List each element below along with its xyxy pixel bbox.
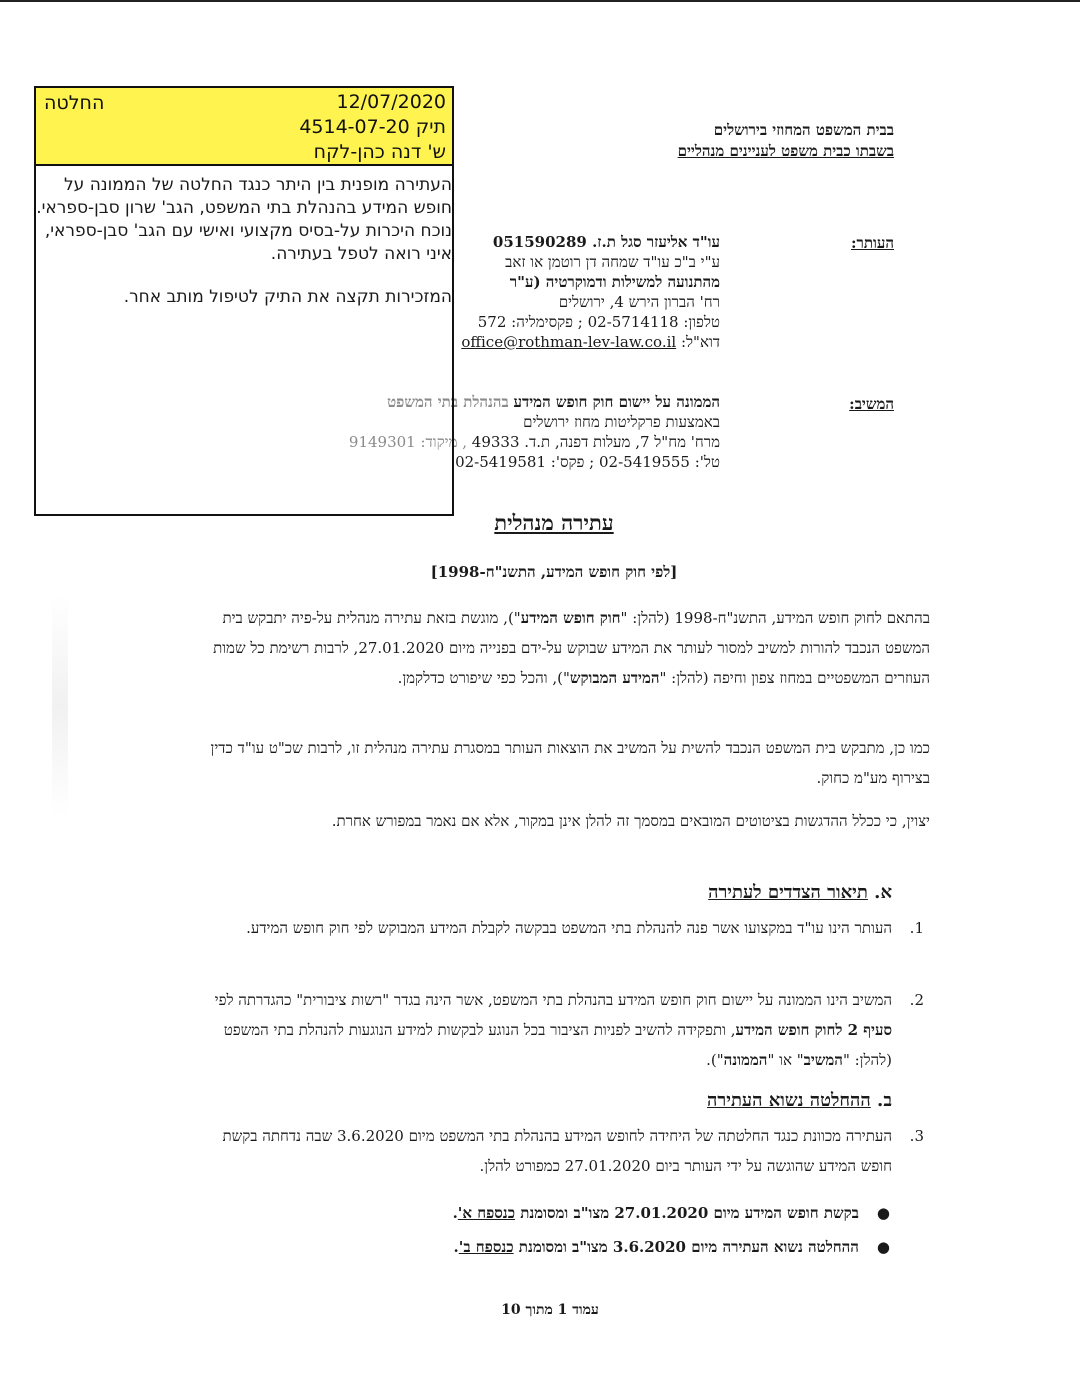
paragraph-1-number: 1. <box>909 919 924 937</box>
petitioner-counsel: ע"י ב"כ עו"ד שמחה דן רוטמן או זאב <box>505 253 720 271</box>
bullet-1b: כנספח א' <box>457 1204 516 1222</box>
decision-judge: ש' דנה כהן-לקח <box>313 141 446 163</box>
intro-1b: חוק חופש המידע <box>520 609 621 627</box>
bullet-dot-icon: ● <box>876 1204 890 1222</box>
respondent-label: המשיב: <box>849 395 894 413</box>
p2g: "). <box>706 1051 724 1069</box>
petitioner-address: רח' הברון הירש 4, ירושלים <box>558 293 720 311</box>
intro-paragraph-3: יצוין, כי ככלל ההדגשות בציטוטים המובאים במסמך זה להלן אינן במקור, אלא אם נאמר במפורש אחרת. <box>331 812 930 830</box>
p2c: , ותפקידה להשיב לפניות הציבור בכל הנוגע לבקשות למידע הנוגעות להנהלת בתי המשפט (להלן: " <box>223 1021 892 1069</box>
court-capacity: בשבתו כבית משפט לעניינים מנהליים <box>677 142 894 160</box>
paragraph-1-text: העותר הינו עו"ד במקצועו אשר פנה להנהלת בתי המשפט בבקשה לקבלת המידע המבוקש לפי חוק חופש המידע. <box>246 919 892 937</box>
bullet-appendix-a <box>453 1204 890 1223</box>
petitioner-label: העותר: <box>850 234 894 252</box>
bullet-2b: כנספח ב' <box>458 1238 514 1256</box>
decision-text-1: העתירה מופנית בין היתר כנגד החלטה של הממונה על חופש המידע בהנהלת בתי המשפט, הגב' שרון סבן-ספראי. נוכח היכרות על-בסיס מקצועי ואישי עם הגב' סבן-ספראי, איני רואה לטפל בעתירה. <box>36 175 452 264</box>
bullet-2a: ההחלטה נשוא העתירה מיום 3.6.2020 מצו"ב ומסומנת <box>513 1238 859 1256</box>
section-a-title: תיאור הצדדים לעתירה <box>708 882 868 903</box>
bullet-1c: . <box>452 1204 458 1222</box>
court-header <box>534 120 894 162</box>
respondent-phone: טל': 02-5419555 ; פקס': 02-5419581 <box>455 453 720 471</box>
respondent-name: הממונה על יישום חוק חופש המידע <box>513 393 720 411</box>
p2f: הממונה <box>723 1051 768 1069</box>
section-b-heading <box>707 1090 892 1111</box>
p2a: המשיב הינו הממונה על יישום חוק חופש המידע בהנהלת בתי המשפט, אשר הינה בגדר "רשות ציבורית" כהגדרתה לפי <box>214 991 892 1009</box>
email-label: דוא"ל: <box>680 333 720 351</box>
intro-paragraph-1 <box>200 603 930 693</box>
paragraph-2-number: 2. <box>909 991 924 1009</box>
page-number: עמוד 1 מתוך 10 <box>501 1302 599 1318</box>
paragraph-1 <box>202 913 924 943</box>
decision-text-2: המזכירות תקצה את התיק לטיפול מותב אחר. <box>123 287 452 307</box>
petitioner-email[interactable]: office@rothman-lev-law.co.il <box>461 333 677 351</box>
respondent-address: מרח' מח"ל 7, מעלות דפנה, ת.ד. 49333 <box>471 433 720 451</box>
p2b: סעיף 2 לחוק חופש המידע <box>735 1021 892 1039</box>
section-a-heading <box>708 882 892 903</box>
p2e: " או " <box>767 1051 804 1069</box>
court-name: בבית המשפט המחוזי בירושלים <box>713 121 894 139</box>
bullet-2c: . <box>453 1238 459 1256</box>
document-title: עתירה מנהלית <box>494 510 614 535</box>
paragraph-3-text: העתירה מכוונת כנגד החלטתה של היחידה לחופש המידע בהנהלת בתי המשפט מיום 3.6.2020 שבה נדחתה בקשת חופש המידע שהוגשה על ידי העותר ביום 27.01.2020 כמפורט להלן. <box>222 1127 892 1175</box>
intro-1c: "), מוגשת בזאת עתירה מנהלית על-פיה יתבקש בית המשפט הנכבד להורות למשיב למסור לעותר את המידע שבוקש על-ידם בפנייה מיום 27.01.2020, לרבות רשימת כל שמות העוזרים המשפטיים במחוז צפון וחיפה (להלן: " <box>213 609 930 687</box>
intro-paragraph-2: כמו כן, מתבקש בית המשפט הנכבד להשית על המשיב את הוצאות העותר במסגרת עתירה מנהלית זו, לרבות שכ"ט עו"ד כדין בצירוף מע"מ כחוק. <box>210 739 930 787</box>
bullet-appendix-b <box>454 1238 890 1257</box>
document-subtitle: [לפי חוק חופש המידע, התשנ"ח-1998] <box>430 563 678 581</box>
respondent-address-tail: , מיקוד: 9149301 <box>348 433 467 451</box>
petitioner-phone: טלפון: 02-5714118 ; פקסימליה: 572 <box>477 313 720 331</box>
section-a-letter: א. <box>874 882 892 903</box>
petitioner-name: עו"ד אליעזר סגל ת.ז. 051590289 <box>492 233 720 251</box>
intro-1d: המידע המבוקש <box>569 669 660 687</box>
bullet-1a: בקשת חופש המידע מיום 27.01.2020 מצו"ב ומסומנת <box>515 1204 859 1222</box>
respondent-via: באמצעות פרקליטות מחוז ירושלים <box>523 413 720 431</box>
decision-case: תיק 4514-07-20 <box>299 116 446 138</box>
decision-meta <box>299 90 446 165</box>
intro-1a: בהתאם לחוק חופש המידע, התשנ"ח-1998 (להלן: " <box>620 609 930 627</box>
decision-label: החלטה <box>44 92 105 114</box>
p2d: המשיב <box>803 1051 843 1069</box>
paragraph-3 <box>202 1121 924 1181</box>
paragraph-3-number: 3. <box>909 1127 924 1145</box>
paragraph-2 <box>202 985 924 1075</box>
bullet-dot-icon: ● <box>876 1238 890 1256</box>
section-b-title: ההחלטה נשוא העתירה <box>707 1090 871 1111</box>
petitioner-movement: מהתנועה למשילות ודמוקרטיה (ע"ר <box>509 273 720 291</box>
decision-text <box>32 174 452 309</box>
decision-header <box>34 86 454 166</box>
scan-shadow <box>52 596 68 816</box>
section-b-letter: ב. <box>877 1090 892 1111</box>
scan-top-edge <box>0 0 1080 2</box>
respondent-name-tail: בהנהלת בתי המשפט <box>387 393 509 411</box>
intro-1e: "), והכל כפי שיפורט כדלקמן. <box>397 669 570 687</box>
decision-date: 12/07/2020 <box>336 91 446 113</box>
